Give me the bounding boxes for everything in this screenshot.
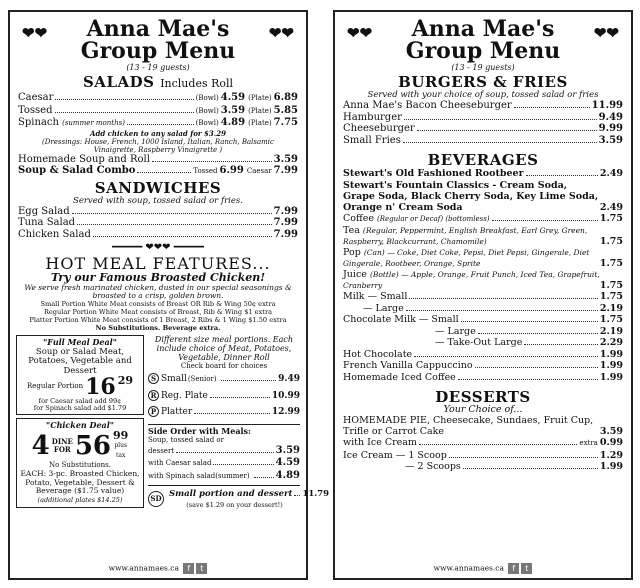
full-meal-price: Regular Portion 16 29 <box>26 374 134 400</box>
guests-note: (13 - 19 guests) <box>451 63 515 72</box>
portions-check: Check board for choices <box>180 362 268 370</box>
desserts-header: DESSERTS <box>435 388 531 406</box>
chicken-deal-box <box>16 418 144 508</box>
full-meal-title: "Full Meal Deal" <box>43 337 117 347</box>
iced-coffee-item: Homemade Iced Coffee 1.99 <box>343 371 623 383</box>
side-order-dessert: dessert 3.59 <box>148 444 300 456</box>
burgers-header: BURGERS & FRIES <box>398 73 568 91</box>
heart-icon: ❤❤ <box>268 24 294 42</box>
dressings-note: (Dressings: House, French, 1000 Island, Italian, Ranch, Balsamic Vinaigrette, Raspberry Vinaigrette ) <box>42 137 274 154</box>
salad-item-spinach: Spinach (summer months) (Bowl) 4.89 (Plate) 7.75 <box>18 117 298 128</box>
side-order-caesar: with Caesar salad 4.59 <box>148 457 300 468</box>
side-order-spinach: with Spinach salad (summer) 4.89 <box>148 469 300 481</box>
sd-save-note: (save $1.29 on your dessert!) <box>186 500 283 509</box>
side-order-section <box>148 424 300 483</box>
pie-item: HOMEMADE PIE, Cheesecake, Sundaes, Fruit Cup, Trifle or Carrot Cake 3.59 <box>343 415 623 437</box>
soup-salad-combo: Soup & Salad Combo Tossed 6.99 Caesar 7.99 <box>18 165 298 176</box>
guests-note: (13 - 19 guests) <box>126 63 190 72</box>
hot-meal-header: HOT MEAL FEATURES... <box>45 254 271 273</box>
small-portion-dessert: SD Small portion and dessert 11.79 (save $1.29 on your dessert!) <box>148 485 300 510</box>
beverages-header: BEVERAGES <box>427 151 539 169</box>
burger-item: Hamburger 9.49 <box>343 111 623 123</box>
title-line-1: Anna Mae's <box>86 16 230 42</box>
chicken-deal-title: "Chicken Deal" <box>46 420 114 430</box>
caesar-addon-note: for Caesar salad add 99¢ <box>38 397 122 405</box>
website-link[interactable]: www.annamaes.ca <box>108 563 179 573</box>
regular-portion-note: Regular Portion White Meat consists of Breast, Rib & Wing $1 extra <box>43 308 273 316</box>
burger-item: Cheeseburger 9.99 <box>343 123 623 134</box>
choc-small-item: Chocolate Milk — Small 1.75 <box>343 314 623 325</box>
ice-cream-1-item: Ice Cream — 1 Scoop 1.29 <box>343 449 623 461</box>
side-order-title: Side Order with Meals: <box>148 425 251 436</box>
chicken-deal-desc: EACH: 3-pc. Broasted Chicken, Potato, Vegetable, Dessert & Beverage ($1.75 value) <box>20 469 140 495</box>
heart-icon: ❤❤ <box>593 24 619 42</box>
full-meal-desc: Soup or Salad Meat, Potatoes, Vegetable and Dessert <box>28 346 132 376</box>
milk-large-item: — Large 2.19 <box>363 302 623 314</box>
right-menu-page <box>333 10 633 580</box>
sandwich-item: Tuna Salad 7.99 <box>18 217 298 228</box>
sandwich-item: Chicken Salad 7.99 <box>18 228 298 240</box>
cappuccino-item: French Vanilla Cappuccino 1.99 <box>343 360 623 371</box>
desserts-sub: Your Choice of... <box>443 404 523 415</box>
website-footer <box>10 563 306 574</box>
side-order-desc: Soup, tossed salad or <box>148 435 224 444</box>
facebook-icon[interactable]: f <box>183 563 194 574</box>
coffee-item: Coffee (Regular or Decaf) (bottomless) 1.75 <box>343 212 623 224</box>
chicken-deal-additional: (additional plates $14.25) <box>37 495 123 504</box>
portion-platter: P Platter 12.99 <box>148 404 300 421</box>
twitter-icon[interactable]: t <box>196 563 207 574</box>
with-ice-cream-item: with Ice Cream extra 0.99 <box>343 437 623 448</box>
sandwich-item: Egg Salad 7.99 <box>18 205 298 217</box>
rootbeer-item: Stewart's Old Fashioned Rootbeer 2.49 <box>343 168 623 179</box>
deal-boxes <box>16 335 330 510</box>
salad-list <box>10 92 306 130</box>
heart-icon: ━━━━━ ❤❤❤ ━━━━━ <box>112 242 204 253</box>
platter-portion-note: Platter Portion White Meat consists of 1 Breast, 2 Ribs & 1 Wing $1.50 extra <box>29 316 287 324</box>
sandwiches-sub: Served with soup, tossed salad or fries. <box>73 195 243 206</box>
heart-icon: ❤❤ <box>22 24 48 42</box>
hot-meal-sub: Try our Famous Broasted Chicken! <box>50 271 266 284</box>
heart-divider <box>10 243 306 253</box>
title-line-2: Group Menu <box>80 38 236 64</box>
left-title <box>10 18 306 62</box>
hot-meal-desc: We serve fresh marinated chicken, dusted in our special seasonings & broasted to a crisp, golden brown. <box>24 283 292 300</box>
choc-takeout-item: — Take-Out Large 2.29 <box>435 337 623 348</box>
burger-item: Small Fries 3.59 <box>343 134 623 146</box>
heart-icon: ❤❤ <box>347 24 373 42</box>
soup-roll-item: Homemade Soup and Roll 3.59 <box>18 153 298 165</box>
title-line-2: Group Menu <box>405 38 561 64</box>
right-title <box>335 18 631 62</box>
add-chicken-note: Add chicken to any salad for $3.29 <box>90 128 226 138</box>
chicken-deal-price: 4 DINE FOR 56 99 plus tax <box>31 428 129 461</box>
sd-badge: SD <box>148 491 164 507</box>
portion-small: S Small (Senior) 9.49 <box>148 371 300 388</box>
facebook-icon[interactable]: f <box>508 563 519 574</box>
twitter-icon[interactable]: t <box>521 563 532 574</box>
website-footer <box>335 563 631 574</box>
burger-item: Anna Mae's Bacon Cheeseburger 11.99 <box>343 100 623 111</box>
salads-header: SALADS Includes Roll <box>82 73 234 91</box>
full-meal-deal-box <box>16 335 144 415</box>
portion-regular: R Reg. Plate 10.99 <box>148 388 300 405</box>
left-menu-page <box>8 10 330 580</box>
portion-column <box>148 335 330 510</box>
portions-desc: Different size meal portions. Each include choice of Meat, Potatoes, Vegetable, Dinner Roll <box>154 335 294 362</box>
title-line-1: Anna Mae's <box>411 16 555 42</box>
no-subs-note: No Substitutions. Beverage extra. <box>95 324 221 332</box>
spinach-addon-note: for Spinach salad add $1.79 <box>33 404 127 412</box>
choc-large-item: — Large 2.19 <box>435 325 623 337</box>
salad-item-tossed: Tossed (Bowl) 3.59 (Plate) 5.85 <box>18 104 298 116</box>
tea-item: Tea (Regular, Peppermint, English Breakfast, Earl Grey, Green, Raspberry, Blackcurrant, Chamomile) 1.75 <box>343 225 623 247</box>
chicken-deal-no-subs: No Substitutions. <box>49 460 111 469</box>
burgers-sub: Served with your choice of soup, tossed salad or fries <box>367 90 599 100</box>
juice-item: Juice (Bottle) — Apple, Orange, Fruit Punch, Iced Tea, Grapefruit, Cranberry 1.75 <box>343 269 623 291</box>
pop-item: Pop (Can) — Coke, Diet Coke, Pepsi, Diet Pepsi, Gingerale, Diet Gingerale, Rootbeer, Orange, Sprite 1.75 <box>343 247 623 269</box>
deal-column <box>16 335 144 510</box>
small-portion-note: Small Portion White Meat consists of Breast OR Rib & Wing 50¢ extra <box>40 300 276 308</box>
website-link[interactable]: www.annamaes.ca <box>433 563 504 573</box>
salad-item-caesar: Caesar (Bowl) 4.59 (Plate) 6.89 <box>18 92 298 103</box>
milk-small-item: Milk — Small 1.75 <box>343 291 623 302</box>
sandwiches-header: SANDWICHES <box>94 178 222 197</box>
hot-chocolate-item: Hot Chocolate 1.99 <box>343 348 623 360</box>
ice-cream-2-item: — 2 Scoops 1.99 <box>405 461 623 472</box>
fountain-item: Stewart's Fountain Classics - Cream Soda, Grape Soda, Black Cherry Soda, Key Lime Soda, Orange n' Cream Soda 2.49 <box>343 179 623 213</box>
